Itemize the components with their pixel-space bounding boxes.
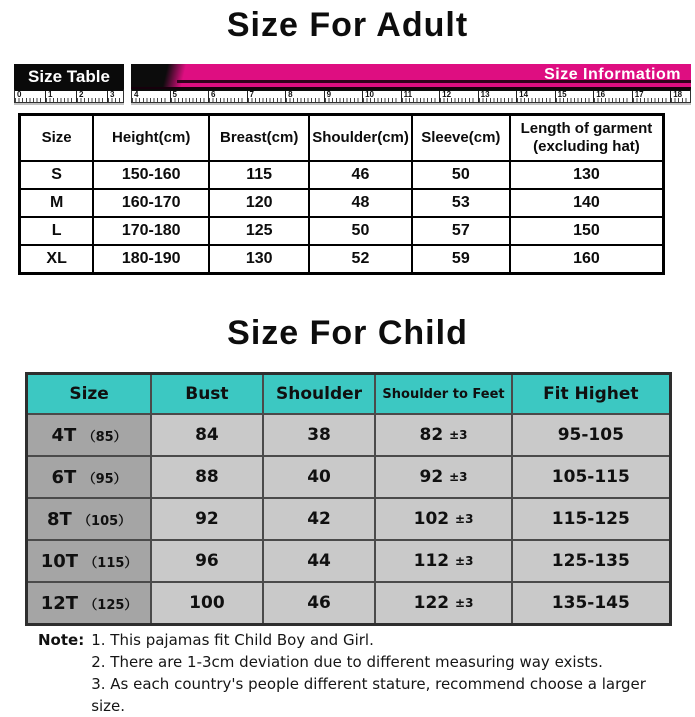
- ruler-tick-cell: [362, 91, 401, 102]
- ruler-number: 18: [673, 90, 683, 99]
- ruler-number: 0: [17, 90, 22, 99]
- table-cell: 4T （85）: [27, 414, 152, 456]
- table-cell: 10T （115）: [27, 540, 152, 582]
- table-cell: 57: [412, 217, 510, 245]
- header-cell: Bust: [151, 374, 263, 415]
- ruler-number: 2: [79, 90, 84, 99]
- table-cell: 120: [209, 189, 309, 217]
- table-cell: S: [20, 161, 94, 189]
- ruler-tick-cell: [285, 91, 324, 102]
- table-row: [20, 217, 664, 245]
- ruler-tick-cell: [555, 91, 594, 102]
- notes-block: [38, 629, 678, 717]
- table-cell: 115-125: [512, 498, 671, 540]
- table-cell: 115: [209, 161, 309, 189]
- table-cell: 88: [151, 456, 263, 498]
- ruler-number: 12: [442, 90, 452, 99]
- ruler-left-segment: [14, 89, 124, 103]
- ruler-tick-cell: [45, 91, 76, 102]
- table-cell: 102 ±3: [375, 498, 511, 540]
- ruler-tick-cell: [670, 91, 690, 102]
- table-row: [20, 161, 664, 189]
- header-cell: Fit Highet: [512, 374, 671, 415]
- table-row: [27, 582, 671, 625]
- child-section-title: Size For Child: [227, 314, 468, 352]
- ruler-tick-cell: [247, 91, 286, 102]
- ruler-tick-cell: [208, 91, 247, 102]
- header-cell: Size: [27, 374, 152, 415]
- size-information-label: Size Informatiom: [544, 66, 681, 83]
- ruler-number: 6: [211, 90, 216, 99]
- ruler-tick-cell: [324, 91, 363, 102]
- ruler-tick-cell: [401, 91, 440, 102]
- table-cell: 84: [151, 414, 263, 456]
- table-cell: 40: [263, 456, 376, 498]
- ruler-tick-cell: [170, 91, 209, 102]
- ruler-tick-cell: [632, 91, 671, 102]
- ruler-number: 16: [596, 90, 606, 99]
- note-item: 3. As each country's people different stature, recommend choose a larger size.: [91, 675, 646, 715]
- table-cell: 96: [151, 540, 263, 582]
- ruler-tick-cell: [132, 91, 170, 102]
- table-cell: 112 ±3: [375, 540, 511, 582]
- child-size-table: [25, 372, 672, 626]
- table-cell: 140: [510, 189, 664, 217]
- table-row: [27, 414, 671, 456]
- table-cell: XL: [20, 245, 94, 274]
- header-row: [20, 115, 664, 162]
- ruler-number: 15: [557, 90, 567, 99]
- table-cell: 170-180: [93, 217, 209, 245]
- ruler-number: 1: [48, 90, 53, 99]
- table-cell: 82 ±3: [375, 414, 511, 456]
- table-cell: 105-115: [512, 456, 671, 498]
- table-cell: 50: [309, 217, 412, 245]
- table-cell: 130: [209, 245, 309, 274]
- ruler-tick-cell: [15, 91, 45, 102]
- adult-section-title: Size For Adult: [226, 6, 469, 44]
- table-cell: 48: [309, 189, 412, 217]
- table-cell: 50: [412, 161, 510, 189]
- table-cell: 125-135: [512, 540, 671, 582]
- table-cell: 6T （95）: [27, 456, 152, 498]
- adult-size-table: [18, 113, 665, 275]
- size-table-tab-label: Size Table: [28, 66, 110, 86]
- header-cell: Shoulder: [263, 374, 376, 415]
- table-cell: 125: [209, 217, 309, 245]
- table-cell: 8T （105）: [27, 498, 152, 540]
- note-item: 2. There are 1-3cm deviation due to different measuring way exists.: [91, 653, 603, 671]
- table-cell: L: [20, 217, 94, 245]
- table-cell: 130: [510, 161, 664, 189]
- ruler-number: 5: [172, 90, 177, 99]
- note-item: 1. This pajamas fit Child Boy and Girl.: [91, 631, 374, 649]
- table-cell: 160-170: [93, 189, 209, 217]
- table-cell: 150: [510, 217, 664, 245]
- table-cell: 95-105: [512, 414, 671, 456]
- header-cell: Sleeve(cm): [412, 115, 510, 162]
- header-row: [27, 374, 671, 415]
- table-cell: 52: [309, 245, 412, 274]
- size-information-banner: [131, 64, 691, 89]
- table-row: [27, 540, 671, 582]
- header-cell: Breast(cm): [209, 115, 309, 162]
- header-cell: Length of garment (excluding hat): [510, 115, 664, 162]
- table-row: [27, 498, 671, 540]
- ruler-number: 13: [480, 90, 490, 99]
- table-cell: 122 ±3: [375, 582, 511, 625]
- table-row: [20, 189, 664, 217]
- ruler-number: 14: [519, 90, 529, 99]
- ruler-tick-cell: [516, 91, 555, 102]
- table-cell: M: [20, 189, 94, 217]
- ruler-number: 9: [326, 90, 332, 99]
- notes-list: [91, 629, 678, 717]
- table-cell: 100: [151, 582, 263, 625]
- table-cell: 150-160: [93, 161, 209, 189]
- ruler-number: 3: [110, 90, 115, 99]
- ruler-tick-cell: [478, 91, 517, 102]
- header-cell: Shoulder(cm): [309, 115, 412, 162]
- ruler-number: 4: [134, 90, 139, 99]
- table-cell: 160: [510, 245, 664, 274]
- table-cell: 135-145: [512, 582, 671, 625]
- table-cell: 53: [412, 189, 510, 217]
- ruler-tick-cell: [107, 91, 123, 102]
- ruler-tick-cell: [593, 91, 632, 102]
- table-cell: 46: [263, 582, 376, 625]
- table-cell: 180-190: [93, 245, 209, 274]
- header-cell: Shoulder to Feet: [375, 374, 511, 415]
- table-cell: 92 ±3: [375, 456, 511, 498]
- ruler-right-segment: [131, 89, 691, 103]
- ruler-tick-cell: [439, 91, 478, 102]
- ruler-number: 17: [634, 90, 644, 99]
- ruler-tick-cell: [76, 91, 107, 102]
- ruler-number: 10: [365, 90, 374, 99]
- table-cell: 44: [263, 540, 376, 582]
- ruler-number: 11: [403, 90, 413, 99]
- notes-label: Note:: [38, 631, 85, 649]
- ruler-number: 8: [288, 90, 293, 99]
- table-cell: 42: [263, 498, 376, 540]
- header-cell: Height(cm): [93, 115, 209, 162]
- table-row: [20, 245, 664, 274]
- ruler-number: 7: [249, 90, 254, 99]
- table-cell: 59: [412, 245, 510, 274]
- table-row: [27, 456, 671, 498]
- size-table-tab: [14, 64, 124, 89]
- table-cell: 38: [263, 414, 376, 456]
- table-cell: 12T （125）: [27, 582, 152, 625]
- table-cell: 92: [151, 498, 263, 540]
- header-cell: Size: [20, 115, 94, 162]
- table-cell: 46: [309, 161, 412, 189]
